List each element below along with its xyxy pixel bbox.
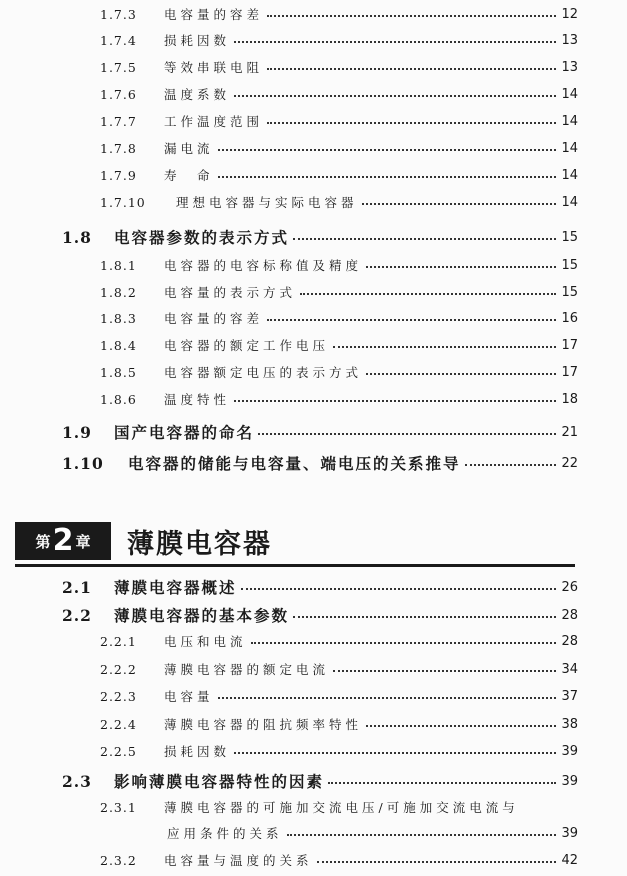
leader-dots	[362, 203, 556, 205]
entry-number: 2.2.2	[100, 661, 137, 677]
entry-title: 电容器的额定工作电压	[164, 338, 330, 353]
entry-page-number: 14	[561, 140, 578, 156]
toc-subsection-row	[100, 361, 578, 383]
entry-title: 等效串联电阻	[164, 60, 264, 75]
entry-title: 电容器参数的表示方式	[114, 228, 290, 247]
leader-dots	[287, 834, 556, 836]
entry-page-number: 34	[561, 661, 578, 677]
leader-dots	[218, 697, 556, 699]
entry-number: 1.8.6	[100, 391, 137, 407]
leader-dots	[218, 149, 556, 151]
entry-number: 1.7.4	[100, 32, 137, 48]
entry-number: 1.7.8	[100, 140, 137, 156]
leader-dots	[333, 670, 556, 672]
leader-dots	[293, 238, 556, 240]
chapter-number: 2	[52, 523, 74, 558]
entry-title-continuation: 应用条件的关系	[167, 826, 283, 841]
entry-number: 1.9	[62, 422, 92, 442]
toc-subsection-row	[100, 191, 578, 213]
chapter-header	[15, 522, 595, 562]
entry-title: 电容量的容差	[164, 7, 264, 22]
entry-title: 薄膜电容器的可施加交流电压/可施加交流电流与	[164, 800, 519, 815]
toc-subsection-row	[100, 164, 578, 186]
toc-subsection-row	[100, 56, 578, 78]
leader-dots	[300, 293, 556, 295]
entry-title: 电容器的储能与电容量、端电压的关系推导	[128, 454, 461, 473]
entry-page-number: 17	[561, 364, 578, 380]
toc-subsection-row	[100, 740, 578, 762]
leader-dots	[267, 319, 556, 321]
entry-number: 2.2	[62, 605, 92, 625]
entry-title: 电压和电流	[164, 634, 247, 649]
entry-page-number: 37	[561, 688, 578, 704]
leader-dots	[234, 95, 556, 97]
entry-title: 工作温度范围	[164, 114, 264, 129]
toc-subsection-row	[100, 685, 578, 707]
entry-title: 理想电容器与实际电容器	[176, 195, 358, 210]
toc-subsection-row	[100, 3, 578, 25]
entry-title: 电容量	[164, 689, 214, 704]
leader-dots	[234, 41, 556, 43]
entry-number: 1.8.3	[100, 310, 137, 326]
entry-title: 影响薄膜电容器特性的因素	[114, 772, 325, 791]
entry-title: 薄膜电容器概述	[114, 578, 237, 597]
entry-title: 电容量的容差	[164, 311, 264, 326]
entry-page-number: 15	[561, 229, 578, 245]
entry-number: 1.7.6	[100, 86, 137, 102]
entry-number: 1.10	[62, 453, 104, 473]
toc-section-row	[62, 573, 578, 601]
toc-subsection-row	[100, 137, 578, 159]
entry-number: 1.8.2	[100, 284, 137, 300]
leader-dots	[258, 433, 556, 435]
toc-subsection-row	[100, 713, 578, 735]
entry-number: 1.7.10	[100, 194, 146, 210]
toc-subsection-row	[100, 29, 578, 51]
toc-subsection-row	[100, 281, 578, 303]
chapter-prefix: 第	[35, 532, 51, 551]
toc-subsection-row	[100, 254, 578, 276]
entry-page-number: 26	[561, 579, 578, 595]
entry-page-number: 18	[561, 391, 578, 407]
chapter-badge	[15, 522, 111, 560]
entry-page-number: 14	[561, 194, 578, 210]
entry-number: 1.7.7	[100, 113, 137, 129]
entry-title: 薄膜电容器的阻抗频率特性	[164, 717, 363, 732]
entry-page-number: 21	[561, 424, 578, 440]
entry-number: 1.8.4	[100, 337, 137, 353]
toc-section-row	[62, 601, 578, 629]
entry-title: 损耗因数	[164, 33, 231, 48]
entry-number: 1.8.1	[100, 257, 137, 273]
entry-title: 寿 命	[164, 168, 214, 183]
entry-number: 1.7.3	[100, 6, 137, 22]
entry-number: 2.2.5	[100, 743, 137, 759]
entry-page-number: 13	[561, 32, 578, 48]
entry-number: 1.7.5	[100, 59, 137, 75]
entry-title: 损耗因数	[164, 744, 231, 759]
entry-page-number: 22	[561, 455, 578, 471]
leader-dots	[366, 725, 556, 727]
entry-title: 电容量的表示方式	[164, 285, 297, 300]
entry-page-number: 28	[561, 633, 578, 649]
entry-page-number: 13	[561, 59, 578, 75]
toc-section-row	[62, 767, 578, 795]
toc-subsection-row	[100, 110, 578, 132]
entry-number: 2.1	[62, 577, 92, 597]
entry-page-number: 15	[561, 284, 578, 300]
toc-subsection-row	[100, 307, 578, 329]
leader-dots	[241, 588, 556, 590]
entry-page-number: 28	[561, 607, 578, 623]
chapter-title: 薄膜电容器	[127, 529, 272, 560]
entry-title: 薄膜电容器的基本参数	[114, 606, 290, 625]
entry-page-number: 17	[561, 337, 578, 353]
entry-page-number: 12	[561, 6, 578, 22]
leader-dots	[317, 861, 556, 863]
entry-number: 2.3	[62, 771, 92, 791]
entry-title: 温度系数	[164, 87, 231, 102]
entry-number: 2.2.1	[100, 633, 137, 649]
toc-section-row	[62, 223, 578, 251]
entry-number: 2.3.2	[100, 852, 137, 868]
entry-page-number: 38	[561, 716, 578, 732]
entry-number: 2.2.3	[100, 688, 137, 704]
toc-subsection-row	[100, 388, 578, 410]
leader-dots	[366, 373, 556, 375]
leader-dots	[465, 464, 556, 466]
leader-dots	[251, 642, 556, 644]
entry-number: 2.3.1	[100, 799, 137, 815]
leader-dots	[267, 68, 556, 70]
toc-subsection-row	[100, 83, 578, 105]
leader-dots	[218, 176, 556, 178]
leader-dots	[267, 15, 556, 17]
entry-page-number: 14	[561, 86, 578, 102]
entry-number: 1.7.9	[100, 167, 137, 183]
chapter-suffix: 章	[75, 532, 91, 551]
toc-subsection-row	[100, 658, 578, 680]
entry-page-number: 14	[561, 113, 578, 129]
toc-subsection-row	[100, 849, 578, 871]
entry-title: 电容器额定电压的表示方式	[164, 365, 363, 380]
entry-page-number: 39	[561, 825, 578, 841]
entry-page-number: 39	[561, 743, 578, 759]
leader-dots	[328, 782, 556, 784]
toc-section-row	[62, 418, 578, 446]
entry-title: 电容量与温度的关系	[164, 853, 313, 868]
entry-title: 温度特性	[164, 392, 231, 407]
entry-number: 1.8	[62, 227, 92, 247]
leader-dots	[267, 122, 556, 124]
entry-page-number: 14	[561, 167, 578, 183]
entry-title: 薄膜电容器的额定电流	[164, 662, 330, 677]
entry-title: 国产电容器的命名	[114, 423, 255, 442]
toc-subsection-row	[100, 796, 578, 818]
toc-subsection-row	[100, 630, 578, 652]
leader-dots	[333, 346, 556, 348]
entry-page-number: 39	[561, 773, 578, 789]
entry-number: 1.8.5	[100, 364, 137, 380]
chapter-divider	[15, 564, 575, 567]
leader-dots	[366, 266, 556, 268]
toc-subsection-row	[100, 334, 578, 356]
leader-dots	[234, 752, 556, 754]
entry-title: 电容器的电容标称值及精度	[164, 258, 363, 273]
entry-page-number: 42	[561, 852, 578, 868]
entry-page-number: 16	[561, 310, 578, 326]
leader-dots	[293, 616, 556, 618]
entry-number: 2.2.4	[100, 716, 137, 732]
entry-page-number: 15	[561, 257, 578, 273]
leader-dots	[234, 400, 556, 402]
entry-title: 漏电流	[164, 141, 214, 156]
toc-section-row	[62, 449, 578, 477]
toc-continuation-row	[167, 822, 578, 844]
